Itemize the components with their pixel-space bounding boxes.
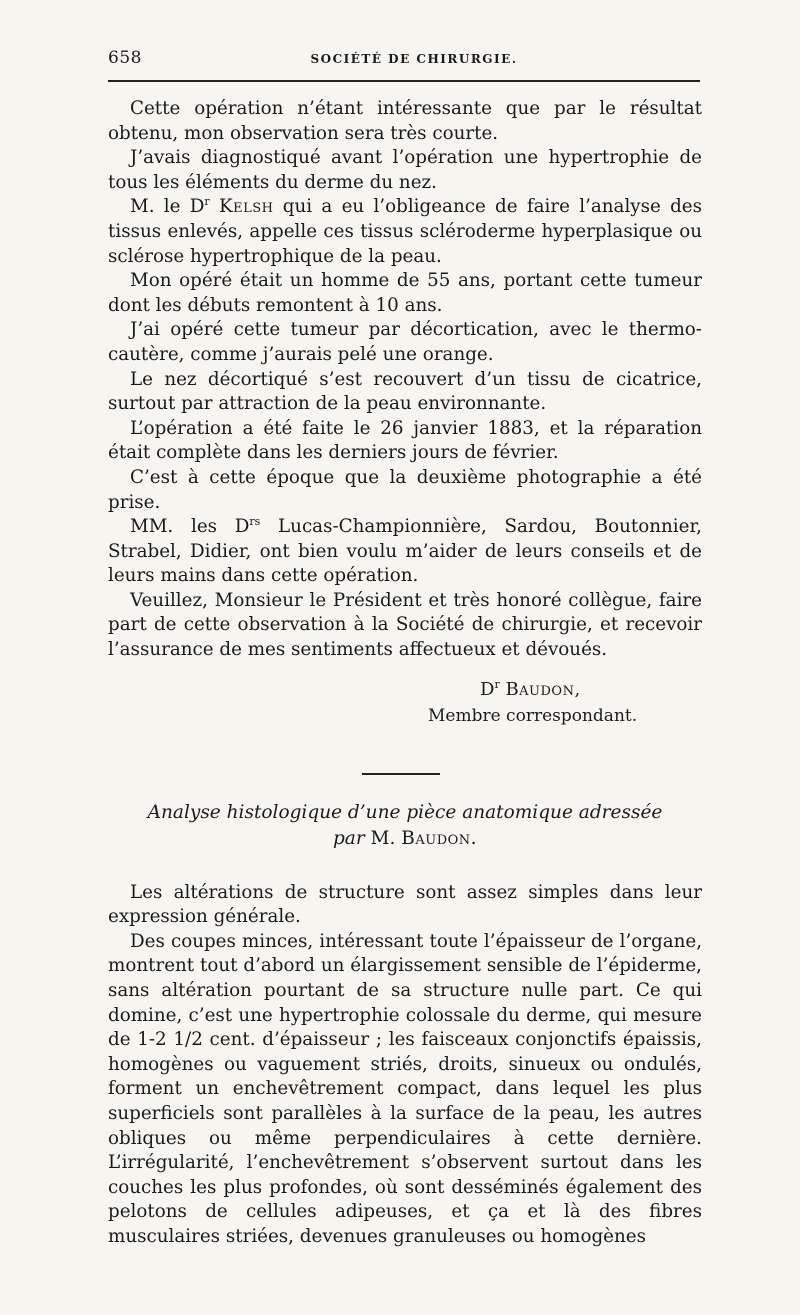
paragraph-sections: Des coupes minces, intéressant toute l’épaisseur de l’organe, montrent tout d’abord un élargissement sensible de l’épiderme, sans altération pourtant de sa structure nulle part. Ce qui domine, c’est une hypertrophie colossale du derme, qui mesure de 1-2 1/2 cent. d’épaisseur ; les faisceaux conjonctifs épaissis, homogènes ou vaguement striés, droits, sinueux ou ondulés, forment un enchevêtrement compact, dans lequel les plus superficiels sont parallèles à la surface de la peau, les autres obliques ou même perpendiculaires à cette dernière. L’irrégularité, l’enchevêtrement s’observent surtout dans les couches les plus profondes, où sont desséminés également des pelotons de cellules adipeuses, et ça et là des fibres musculaires striées, devenues granuleuses ou homogènes [108,930,702,1247]
header-rule [108,80,700,82]
page-header [108,44,700,74]
paragraph-kelsh [108,195,702,269]
paragraph-assistants [108,515,702,589]
section-title-par: par [332,827,365,849]
paragraph-closing: Veuillez, Monsieur le Président et très honoré collègue, faire part de cette observation à la Société de chirurgie, et recevoir l’assurance de mes sentiments affectueux et dévoués. [108,589,702,661]
section-title-line2 [108,826,702,852]
paragraph-diagnosis: J’avais diagnostiqué avant l’opération une hypertrophie de tous les éléments du derme du nez. [108,147,702,193]
kelsh-name: Kelsh [218,196,274,218]
section-title-author: Baudon. [401,827,478,849]
assistants-text: Lucas-Championnière, Sardou, Boutonnier, Strabel, Didier, ont bien voulu m’aider de leurs conseils et de leurs mains dans cette opération. [108,516,702,587]
paragraph-alterations: Les altérations de structure sont assez simples dans leur expression générale. [108,881,702,928]
doctors-superscript: rs [249,515,261,528]
paragraph-photograph: C’est à cette époque que la deuxième photographie a été prise. [108,466,702,513]
paragraph-intro: Cette opération n’étant intéressante que par le résultat obtenu, mon observation sera très courte. [108,98,702,144]
section-title-author-prefix: M. [364,827,402,849]
paragraph-scar: Le nez décortiqué s’est recouvert d’un tissu de cicatrice, surtout par attraction de la peau environnante. [108,368,702,415]
paragraph-patient: Mon opéré était un homme de 55 ans, portant cette tumeur dont les débuts remontent à 10 ans. [108,270,702,316]
running-title: SOCIÉTÉ DE CHIRURGIE. [310,52,518,66]
signature-role: Membre correspondant. [428,705,638,726]
paragraph-date: L’opération a été faite le 26 janvier 1883, et la réparation était complète dans les derniers jours de février. [108,417,702,464]
signature-name [108,677,702,703]
section-divider [362,773,440,775]
kelsh-text: qui a eu l’obligeance de faire l’analyse des tissus enlevés, appelle ces tissus scléroderme hyperplasique ou sclérose hypertrophique de la peau. [108,196,703,267]
page-number: 658 [108,48,142,68]
signature-author: Baudon, [505,678,581,700]
page-body [108,97,702,1250]
assistants-prefix: MM. les D [130,516,250,538]
paragraph-decortication: J’ai opéré cette tumeur par décortication, avec le thermo-cautère, comme j’aurais pelé une orange. [108,319,702,365]
section-title [108,800,702,852]
section-body [108,881,702,1250]
kelsh-prefix: M. le D [130,196,205,218]
section-title-line1: Analyse histologique d’une pièce anatomique adressée [147,801,663,823]
doctor-superscript: r [204,195,210,209]
signature-superscript: r [494,677,500,691]
signature-prefix: D [480,678,495,700]
